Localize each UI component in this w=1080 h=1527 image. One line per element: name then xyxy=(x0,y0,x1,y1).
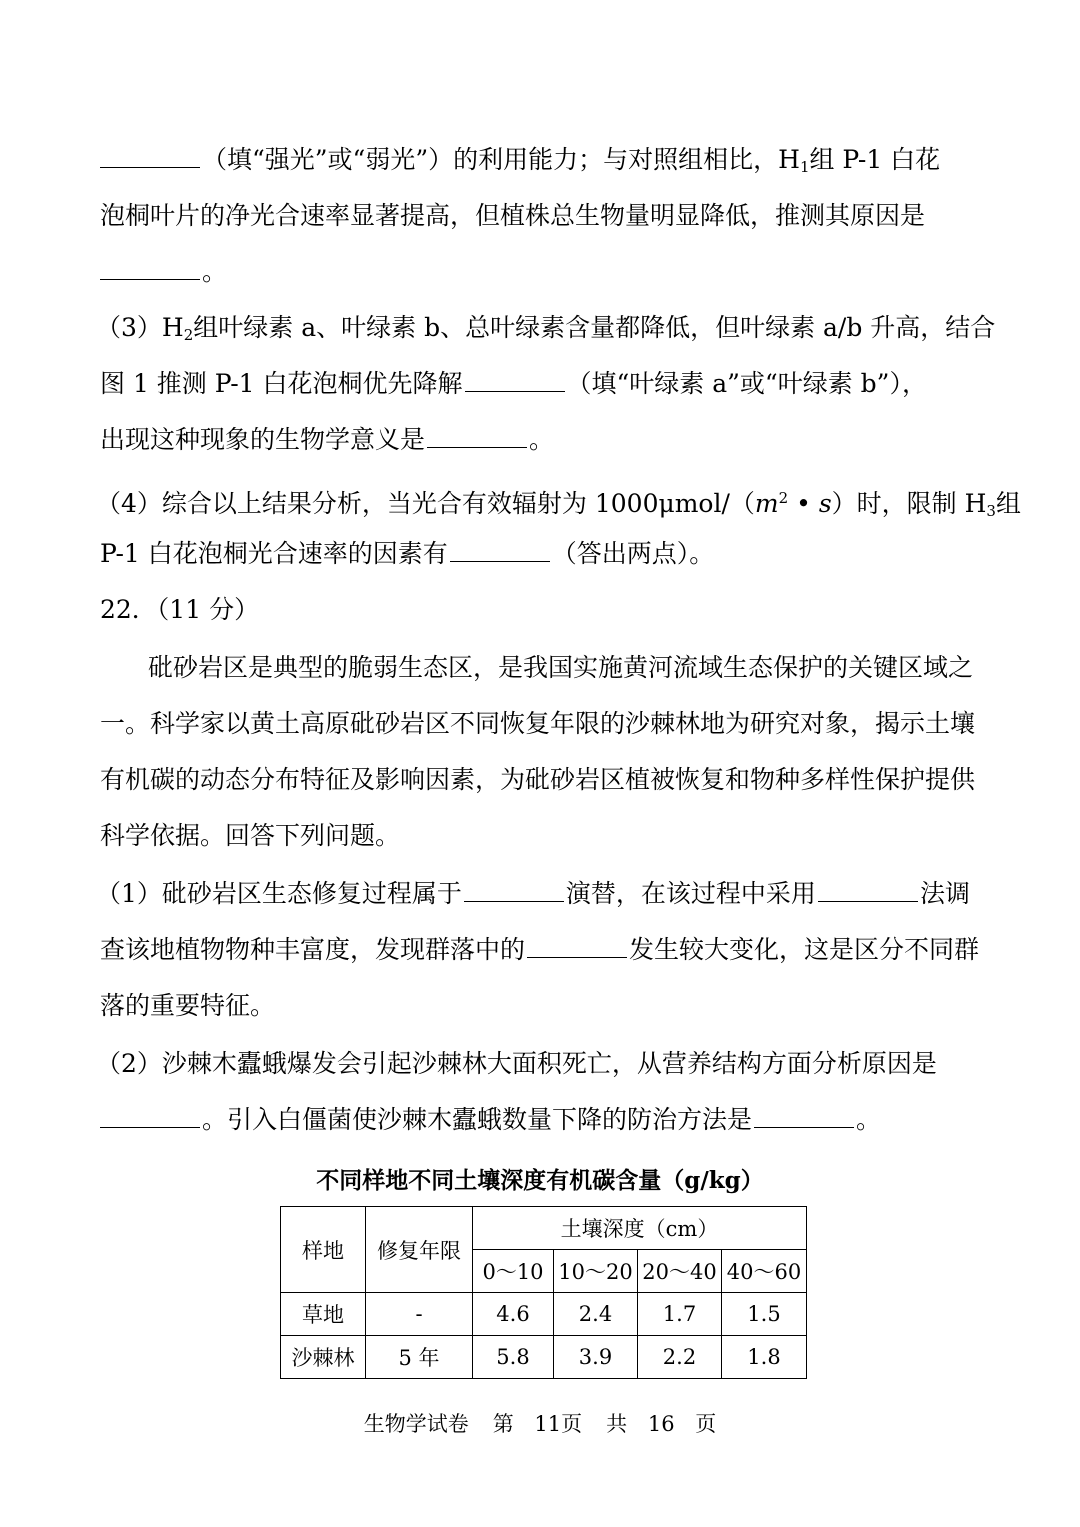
unit-m: m xyxy=(754,489,779,518)
footer-page: 第 11页 xyxy=(492,1412,583,1436)
cell-value: 3.9 xyxy=(554,1336,638,1379)
text-segment: 。 xyxy=(202,257,228,286)
text-line xyxy=(100,932,982,968)
subscript: 1 xyxy=(799,158,810,176)
text-line: 泡桐叶片的净光合速率显著提高，但植株总生物量明显降低，推测其原因是 xyxy=(100,201,926,230)
text-segment: 组叶绿素 a、叶绿素 b、总叶绿素含量都降低，但叶绿素 a/b 升高，结合 xyxy=(193,313,996,342)
text-line: 有机碳的动态分布特征及影响因素，为砒砂岩区植被恢复和物种多样性保护提供 xyxy=(100,765,976,794)
text-segment: 。 xyxy=(529,425,555,454)
header-depth-3: 20～40 xyxy=(638,1250,722,1293)
header-depth-1: 0～10 xyxy=(473,1250,554,1293)
text-segment: （填“强光”或“弱光”）的利用能力；与对照组相比，H xyxy=(202,145,800,174)
answer-blank[interactable] xyxy=(527,935,627,958)
text-line xyxy=(100,366,982,402)
text-line xyxy=(100,1102,982,1138)
text-segment: 发生较大变化，这是区分不同群 xyxy=(629,935,980,964)
answer-blank[interactable] xyxy=(427,425,527,448)
answer-blank[interactable] xyxy=(818,879,918,902)
cell-site: 草地 xyxy=(281,1293,366,1336)
text-line: 砒砂岩区是典型的脆弱生态区，是我国实施黄河流域生态保护的关键区域之 xyxy=(148,653,974,682)
superscript: 2 xyxy=(778,489,789,507)
text-line xyxy=(100,536,982,572)
page-footer xyxy=(0,1408,1080,1438)
text-segment: （1）砒砂岩区生态修复过程属于 xyxy=(96,879,462,908)
header-depth: 土壤深度（cm） xyxy=(473,1207,807,1250)
answer-blank[interactable] xyxy=(464,879,564,902)
text-segment: 。引入白僵菌使沙棘木蠹蛾数量下降的防治方法是 xyxy=(202,1105,753,1134)
answer-blank[interactable] xyxy=(100,145,200,168)
text-line: 落的重要特征。 xyxy=(100,991,276,1020)
answer-blank[interactable] xyxy=(100,1105,200,1128)
cell-value: 1.5 xyxy=(722,1293,807,1336)
text-segment: 出现这种现象的生物学意义是 xyxy=(100,425,426,454)
cell-value: 1.7 xyxy=(638,1293,722,1336)
text-segment: P-1 白花泡桐光合速率的因素有 xyxy=(100,539,448,568)
answer-blank[interactable] xyxy=(100,257,200,280)
text-segment: （4）综合以上结果分析，当光合有效辐射为 1000μmol/（ xyxy=(96,489,755,518)
data-table xyxy=(280,1206,807,1379)
cell-years: - xyxy=(366,1293,473,1336)
text-line xyxy=(96,876,978,912)
text-line xyxy=(100,142,982,185)
text-segment: • xyxy=(788,489,819,518)
cell-years: 5 年 xyxy=(366,1336,473,1379)
header-site: 样地 xyxy=(281,1207,366,1293)
header-depth-4: 40～60 xyxy=(722,1250,807,1293)
text-line xyxy=(100,422,982,458)
text-segment: 查该地植物物种丰富度，发现群落中的 xyxy=(100,935,526,964)
text-segment: 组 xyxy=(995,489,1021,518)
table-title: 不同样地不同土壤深度有机碳含量（g/kg） xyxy=(316,1167,764,1194)
subscript: 3 xyxy=(986,502,996,520)
text-segment: （填“叶绿素 a”或“叶绿素 b”）， xyxy=(566,369,927,398)
text-line xyxy=(100,254,982,290)
cell-value: 1.8 xyxy=(722,1336,807,1379)
cell-value: 2.4 xyxy=(554,1293,638,1336)
text-segment: 组 P-1 白花 xyxy=(809,145,941,174)
text-line: 科学依据。回答下列问题。 xyxy=(100,821,401,850)
footer-total: 共 16 页 xyxy=(606,1412,717,1436)
table-row xyxy=(281,1336,807,1379)
subscript: 2 xyxy=(183,326,194,344)
text-segment: 法调 xyxy=(919,879,970,908)
cell-site: 沙棘林 xyxy=(281,1336,366,1379)
cell-value: 5.8 xyxy=(473,1336,554,1379)
text-segment: （3）H xyxy=(96,313,184,342)
answer-blank[interactable] xyxy=(754,1105,854,1128)
header-depth-2: 10～20 xyxy=(554,1250,638,1293)
text-segment: 。 xyxy=(856,1105,882,1134)
question-number: 22．（11 分） xyxy=(100,595,260,624)
text-segment: ）时，限制 H xyxy=(831,489,987,518)
header-years: 修复年限 xyxy=(366,1207,473,1293)
cell-value: 2.2 xyxy=(638,1336,722,1379)
text-line: 一。科学家以黄土高原砒砂岩区不同恢复年限的沙棘林地为研究对象，揭示土壤 xyxy=(100,709,976,738)
unit-s: s xyxy=(818,489,832,518)
text-line: （2）沙棘木蠹蛾爆发会引起沙棘林大面积死亡，从营养结构方面分析原因是 xyxy=(96,1049,937,1078)
cell-value: 4.6 xyxy=(473,1293,554,1336)
text-line xyxy=(96,480,1021,529)
footer-subject: 生物学试卷 xyxy=(363,1412,469,1436)
text-line xyxy=(96,310,996,353)
text-segment: （答出两点）。 xyxy=(551,539,715,568)
text-segment: 演替，在该过程中采用 xyxy=(565,879,816,908)
answer-blank[interactable] xyxy=(465,369,565,392)
table-row xyxy=(281,1293,807,1336)
text-segment: 图 1 推测 P-1 白花泡桐优先降解 xyxy=(100,369,463,398)
answer-blank[interactable] xyxy=(450,539,550,562)
